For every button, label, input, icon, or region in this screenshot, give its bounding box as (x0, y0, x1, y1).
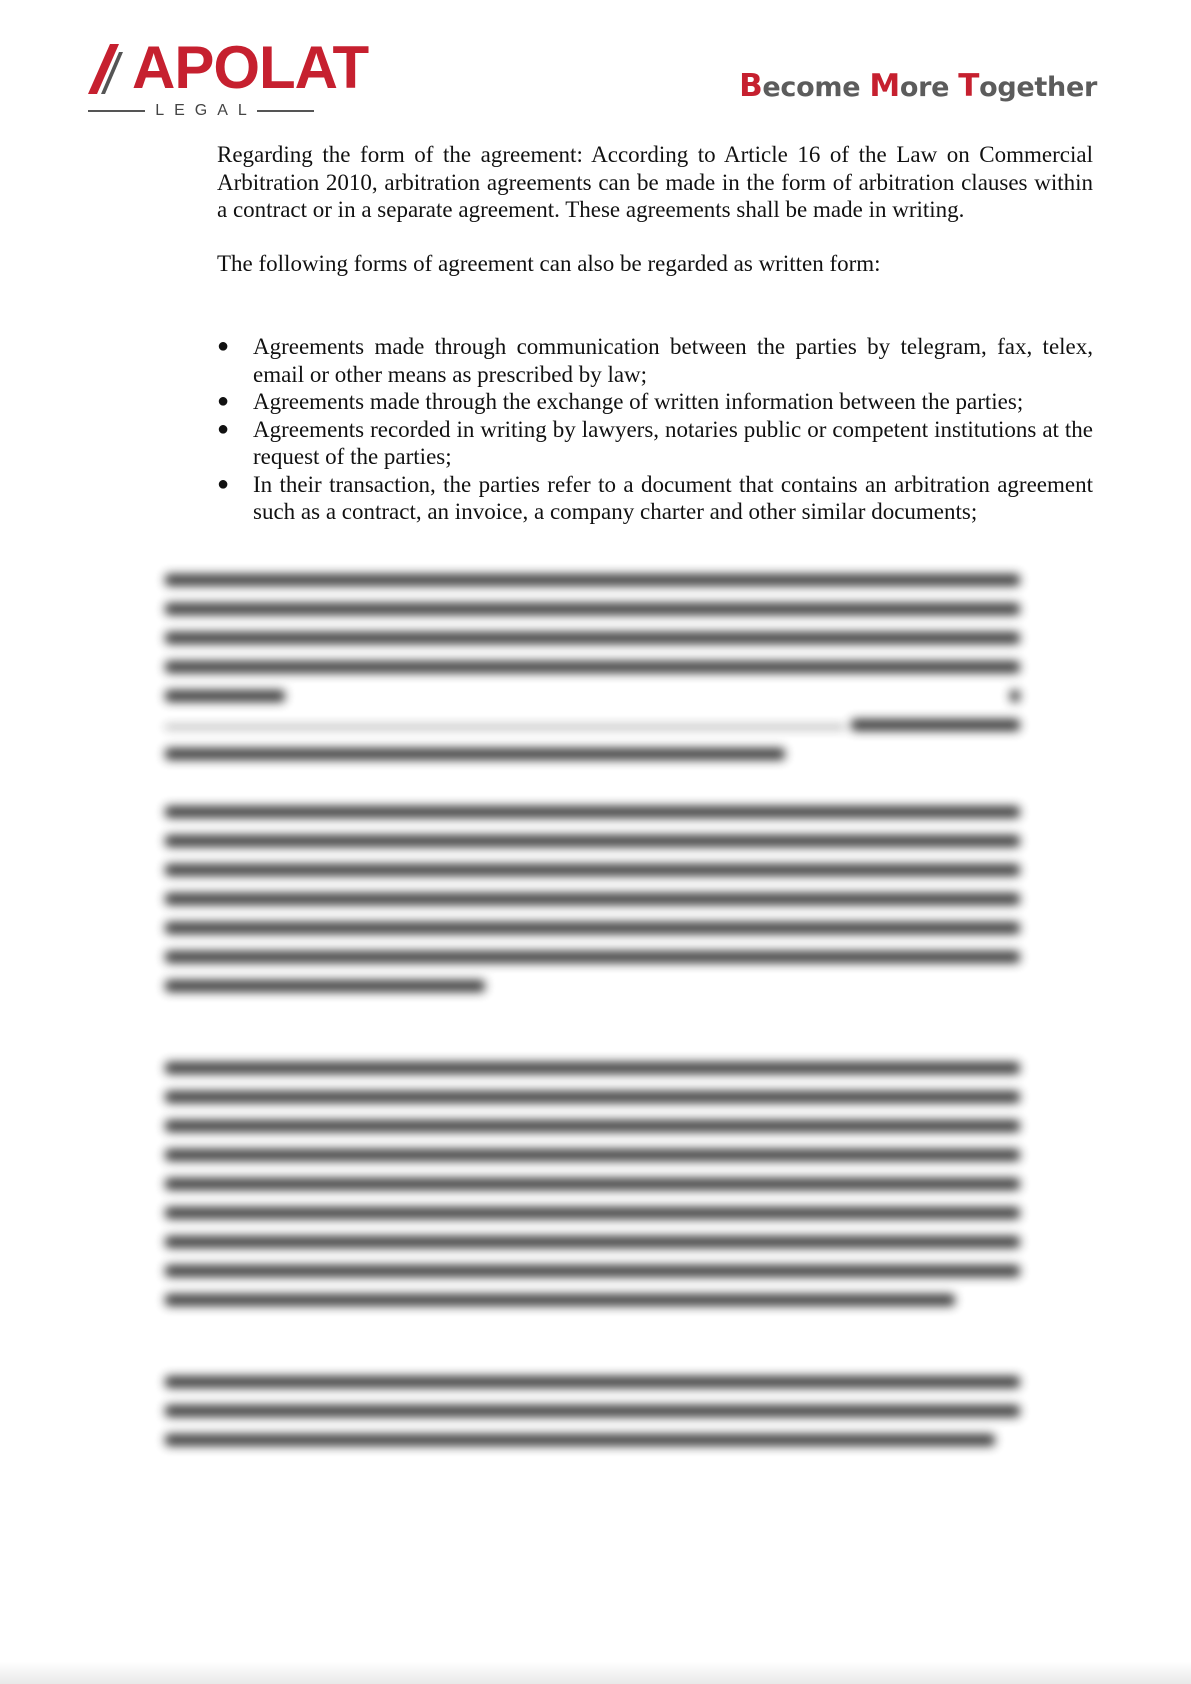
slogan-initial-b: B (739, 68, 763, 104)
apolat-legal-logo (88, 34, 369, 122)
list-item-text: Agreements made through communication between the parties by telegram, fax, telex, email or other means as prescribed by law; (253, 334, 1093, 387)
page-bottom-shadow (0, 1662, 1191, 1684)
document-body (217, 141, 1093, 526)
list-item-text: Agreements recorded in writing by lawyers, notaries public or competent institutions at the request of the parties; (253, 416, 1093, 469)
list-item (217, 471, 1093, 526)
list-item-text: Agreements made through the exchange of written information between the parties; (253, 389, 1024, 414)
slogan-word-2: ore (899, 72, 959, 103)
logo-wordmark: APOLAT (132, 34, 369, 101)
written-form-list (217, 333, 1093, 526)
list-item (217, 388, 1093, 416)
slogan (739, 68, 1097, 104)
list-item (217, 333, 1093, 388)
slogan-initial-m: M (869, 68, 900, 104)
logo-rule-left (88, 110, 145, 112)
bullet-icon: ● (217, 390, 230, 412)
slogan-initial-t: T (958, 68, 980, 104)
logo-subtitle-text: LEGAL (155, 102, 257, 119)
lead-paragraph: The following forms of agreement can also be regarded as written form: (217, 250, 881, 276)
logo-subtitle (88, 102, 314, 120)
bullet-icon: ● (217, 472, 230, 495)
slogan-word-3: ogether (979, 72, 1097, 103)
list-item (217, 416, 1093, 471)
bullet-icon: ● (217, 417, 230, 440)
blurred-content (165, 568, 1020, 1456)
list-item-text: In their transaction, the parties refer to a document that contains an arbitration agreement such as a contract, an invoice, a company charter and other similar documents; (253, 471, 1093, 524)
bullet-icon: ● (217, 335, 230, 357)
slogan-word-1: ecome (762, 72, 870, 103)
logo-rule-right (257, 110, 314, 112)
blurred-text-lines (165, 568, 1020, 1448)
intro-paragraph: Regarding the form of the agreement: According to Article 16 of the Law on Commercial Arbitration 2010, arbitration agreements can be made in the form of arbitration clauses within a contract or in a separate agreement. These agreements shall be made in writing. (217, 142, 1093, 222)
